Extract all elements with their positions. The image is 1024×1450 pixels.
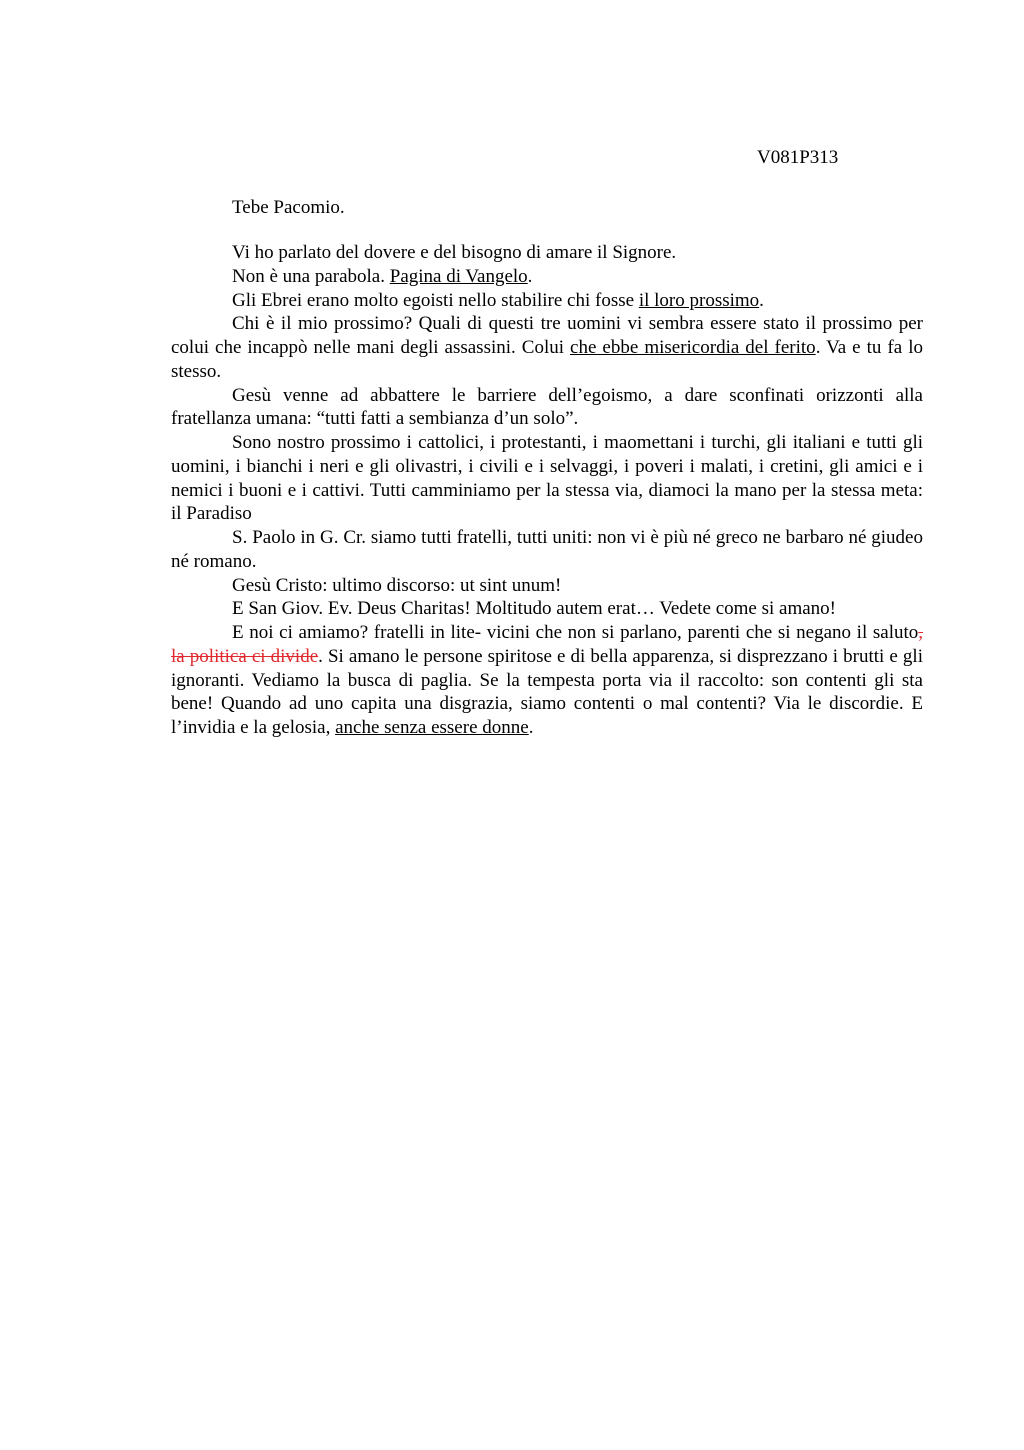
paragraph [171, 621, 923, 740]
underlined-text: che ebbe misericordia del ferito [570, 337, 816, 358]
paragraph-text: S. Paolo in G. Cr. siamo tutti fratelli, tutti uniti: non vi è più né greco ne barbaro né giudeo né romano. [171, 527, 923, 572]
paragraph [171, 526, 923, 574]
underlined-text: il loro prossimo [638, 289, 760, 311]
paragraph-text: . [759, 289, 764, 311]
paragraph-text: Chi è il mio prossimo? Quali di questi tre uomini vi sembra essere stato il prossimo per colui che incappò nelle mani degli assassini. Colui [171, 313, 923, 358]
paragraph [171, 312, 923, 383]
paragraph-text: Gli Ebrei erano molto egoisti nello stabilire chi fosse [232, 289, 639, 311]
underlined-text: Pagina di Vangelo [389, 265, 528, 287]
document-id: V081P313 [757, 147, 839, 168]
paragraph [171, 241, 923, 265]
paragraph-text: E noi ci amiamo? fratelli in lite- vicini che non si parlano, parenti che si negano il saluto [232, 622, 919, 643]
paragraph [171, 289, 923, 313]
paragraph-text: Gesù Cristo: ultimo discorso: ut sint unum! [232, 574, 562, 596]
paragraph [171, 431, 923, 526]
paragraph-text: . [527, 265, 533, 287]
paragraph-text: Sono nostro prossimo i cattolici, i protestanti, i maomettani i turchi, gli italiani e tutti gli uomini, i bianchi i neri e gli olivastri, i civili e i selvaggi, i poveri i malati, i cretini, gli amici e i nemici i buoni e i cattivi. Tutti camminiamo per la stessa via, diamoci la mano per la stessa meta: il Paradiso [171, 432, 923, 525]
paragraph-text: . Va e tu fa lo stesso. [171, 337, 923, 382]
document-heading: Tebe Pacomio. [232, 197, 345, 218]
paragraph [171, 597, 923, 621]
paragraph-text: Gesù venne ad abbattere le barriere dell’egoismo, a dare sconfinati orizzonti alla fratellanza umana: “tutti fatti a sembianza d’un solo”. [171, 384, 923, 430]
paragraph-text: . [528, 717, 534, 738]
deleted-text: , la politica ci divide [171, 622, 923, 667]
paragraph-text: . Si amano le persone spiritose e di bella apparenza, si disprezzano i brutti e gli ignoranti. Vediamo la busca di paglia. Se la tempesta porta via il raccolto: son contenti gli sta bene! Quando ad uno capita una disgrazia, siamo contenti o mal contenti? Via le discordie. E l’invidia e la gelosia, [171, 645, 923, 738]
paragraph-text: Vi ho parlato del dovere e del bisogno di amare il Signore. [232, 242, 677, 263]
paragraph-text: E San Giov. Ev. Deus Charitas! Moltitudo autem erat… Vedete come si amano! [232, 598, 836, 620]
paragraph [171, 384, 923, 432]
paragraph [171, 265, 923, 289]
paragraph-text: Non è una parabola. [232, 265, 390, 287]
paragraph [171, 574, 923, 598]
document-body [171, 241, 923, 740]
underlined-text: anche senza essere donne [335, 717, 529, 738]
